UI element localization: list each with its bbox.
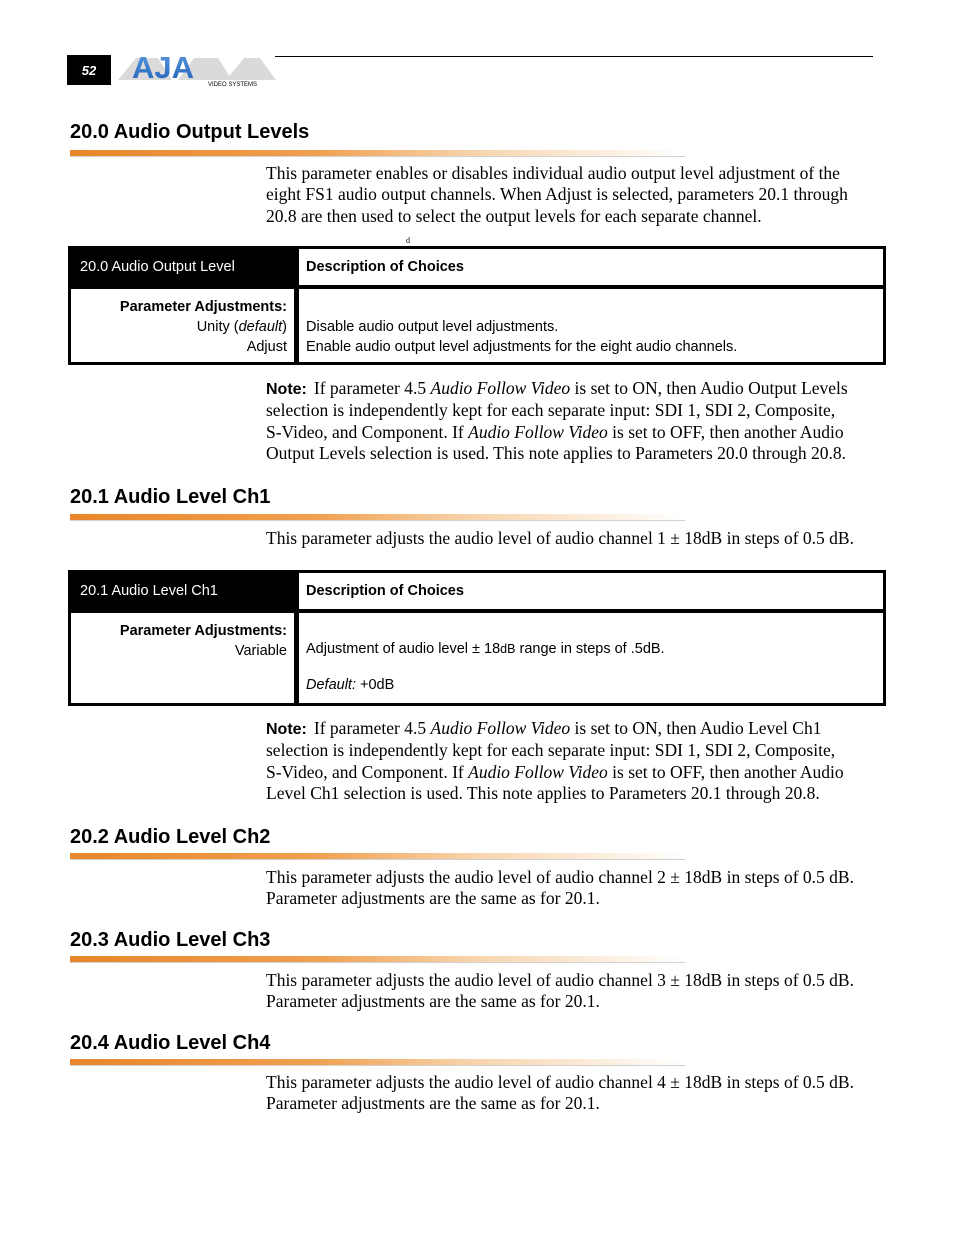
- note-label: Note:: [266, 721, 307, 738]
- text-line: selection is independently kept for each separate input: SDI 1, SDI 2, Composite,: [266, 400, 836, 421]
- section-body-20-4: [266, 1072, 881, 1115]
- section-intro-20-1: This parameter adjusts the audio level of audio channel 1 ± 18dB in steps of 0.5 dB.: [266, 528, 854, 548]
- option-adjust: Adjust: [246, 339, 287, 355]
- note-20-0: Note: If parameter 4.5 Audio Follow Video is set to ON, then Audio Output Levels selection is independently kept for each separate input: SDI 1, SDI 2, Composite, S-Video, and Component. If Audio Follow Video is set to OFF, then another Audio Output Levels selection is used. This note applies to Parameters 20.0 through 20.8.: [266, 378, 881, 464]
- param-label: Parameter Adjustments:: [119, 299, 287, 315]
- section-heading-20-3: 20.3 Audio Level Ch3: [70, 929, 271, 951]
- text-line: This parameter adjusts the audio level of audio channel 2 ± 18dB in steps of 0.5 dB.: [266, 867, 854, 887]
- text-line: Parameter adjustments are the same as for 20.1.: [266, 1093, 600, 1114]
- param-label: Parameter Adjustments:: [119, 623, 287, 639]
- logo-text: AJA: [132, 54, 195, 85]
- aja-logo: [118, 54, 276, 88]
- section-heading-20-2: 20.2 Audio Level Ch2: [70, 826, 271, 848]
- parameter-adjustments: [71, 613, 294, 703]
- note-label: Note:: [266, 381, 307, 398]
- table-header-left: 20.1 Audio Level Ch1: [71, 573, 294, 609]
- description-of-choices: [299, 613, 883, 703]
- description-of-choices: [299, 289, 883, 362]
- parameter-table-20-0: [68, 246, 886, 365]
- page-number: 52: [67, 55, 111, 85]
- text-line: selection is independently kept for each separate input: SDI 1, SDI 2, Composite,: [266, 740, 836, 761]
- text-line: eight FS1 audio output channels. When Adjust is selected, parameters 20.1 through: [266, 184, 848, 205]
- section-rule: [70, 150, 685, 157]
- section-heading-20-4: 20.4 Audio Level Ch4: [70, 1032, 271, 1054]
- text-line: This parameter enables or disables individual audio output level adjustment of the: [266, 163, 840, 183]
- parameter-table-20-1: [68, 570, 886, 706]
- stray-mark: d: [406, 236, 410, 245]
- logo-subtext: VIDEO SYSTEMS: [208, 82, 258, 88]
- text-line: Level Ch1 selection is used. This note applies to Parameters 20.1 through 20.8.: [266, 782, 820, 803]
- section-rule: [70, 1059, 685, 1066]
- desc-unity: Disable audio output level adjustments.: [306, 319, 559, 335]
- text-line: Output Levels selection is used. This note applies to Parameters 20.0 through 20.8.: [266, 442, 846, 463]
- text-line: Parameter adjustments are the same as for 20.1.: [266, 991, 600, 1012]
- option-variable: Variable: [234, 643, 287, 659]
- table-header-right: Description of Choices: [299, 573, 883, 609]
- text-line: 20.8 are then used to select the output levels for each separate channel.: [266, 205, 762, 226]
- table-header-left: 20.0 Audio Output Level: [71, 249, 294, 285]
- note-20-1: Note: If parameter 4.5 Audio Follow Video is set to ON, then Audio Level Ch1 selection is independently kept for each separate input: SDI 1, SDI 2, Composite, S-Video, and Component. If Audio Follow Video is set to OFF, then another Audio Level Ch1 selection is used. This note applies to Parameters 20.1 through 20.8.: [266, 718, 881, 804]
- section-intro-20-0: [266, 163, 881, 227]
- section-heading-20-1: 20.1 Audio Level Ch1: [70, 486, 271, 508]
- section-rule: [70, 956, 685, 963]
- default-value: Default: +0dB: [306, 677, 395, 693]
- section-body-20-2: [266, 867, 881, 910]
- header-rule: [275, 56, 873, 57]
- section-rule: [70, 514, 685, 521]
- parameter-adjustments: [71, 289, 294, 362]
- text-line: Parameter adjustments are the same as for 20.1.: [266, 888, 600, 909]
- option-unity: Unity (default): [196, 319, 287, 335]
- table-header-right: Description of Choices: [299, 249, 883, 285]
- desc-variable: Adjustment of audio level ± 18dB range in steps of .5dB.: [306, 641, 665, 657]
- text-line: This parameter adjusts the audio level of audio channel 3 ± 18dB in steps of 0.5 dB.: [266, 970, 854, 990]
- section-heading-20-0: 20.0 Audio Output Levels: [70, 121, 310, 143]
- section-body-20-3: [266, 970, 881, 1013]
- text-line: This parameter adjusts the audio level of audio channel 4 ± 18dB in steps of 0.5 dB.: [266, 1072, 854, 1092]
- desc-adjust: Enable audio output level adjustments for the eight audio channels.: [306, 339, 738, 355]
- section-rule: [70, 853, 685, 860]
